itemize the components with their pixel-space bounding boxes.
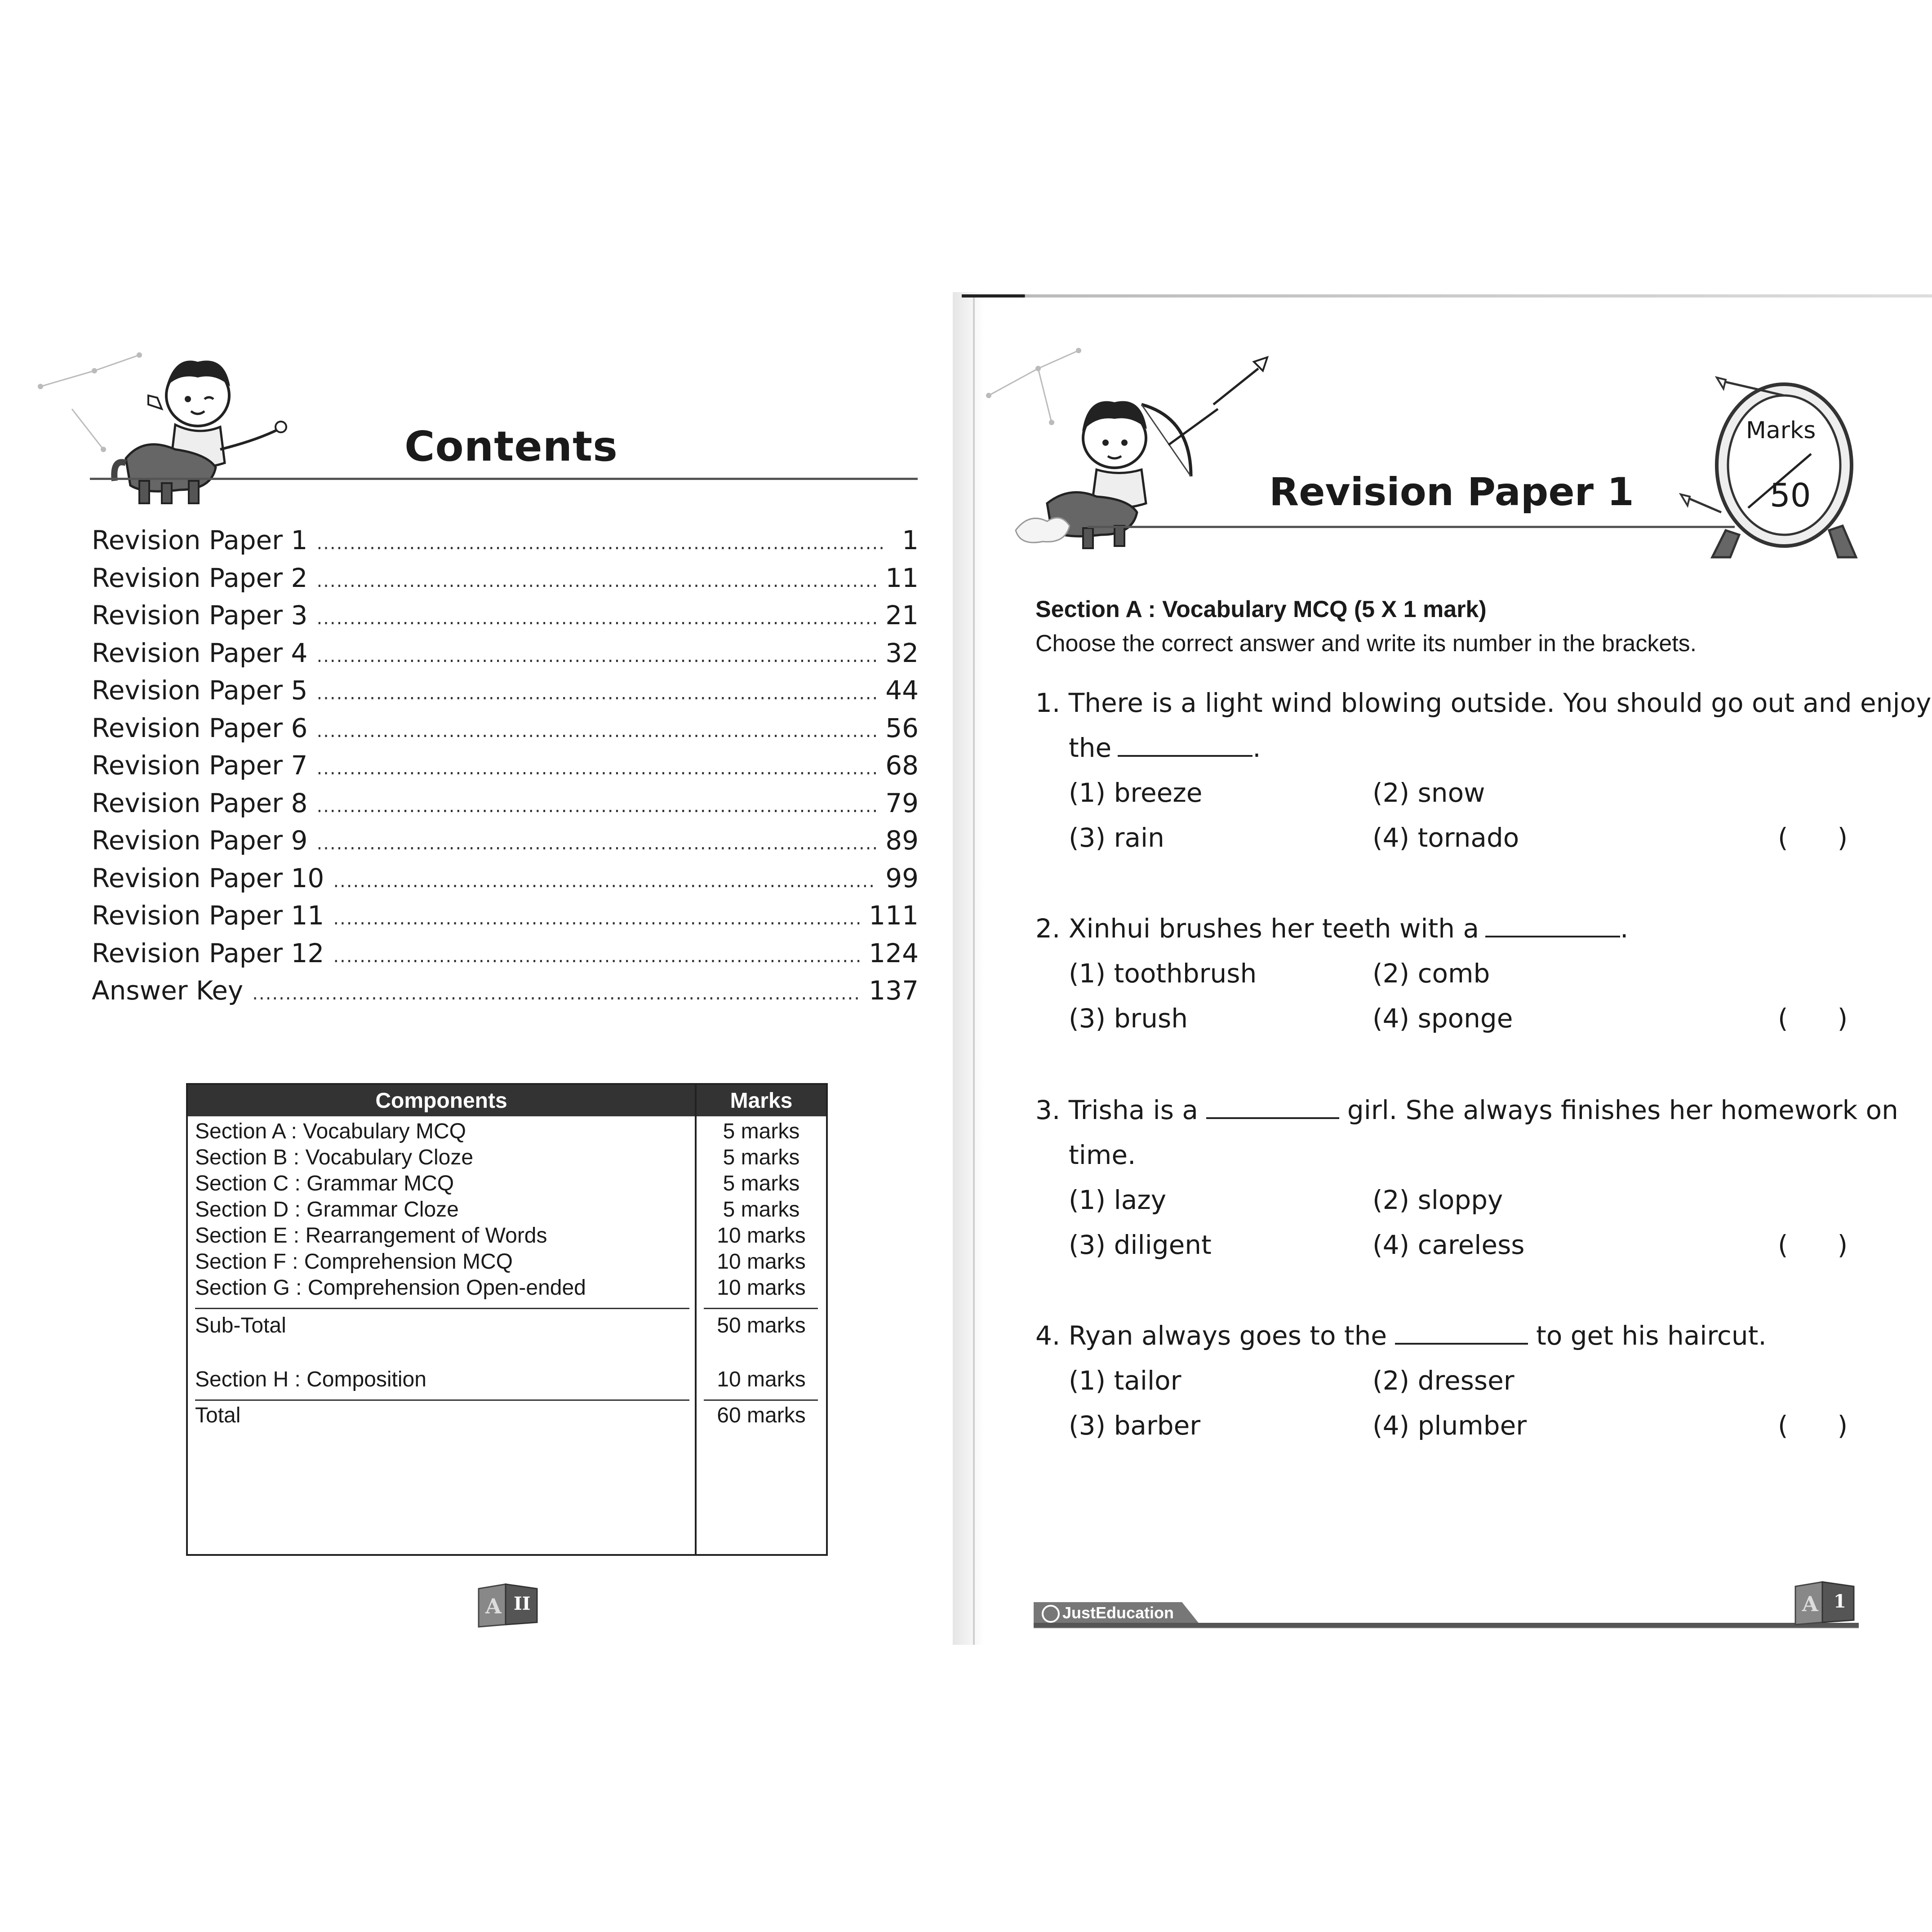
toc-page: 68: [885, 750, 919, 781]
table-row: [188, 1171, 826, 1197]
toc-label: Revision Paper 5: [92, 675, 308, 706]
option[interactable]: (1) toothbrush: [1069, 958, 1257, 989]
toc-leader: [316, 646, 876, 666]
question-text-line2: [1069, 733, 1261, 763]
answer-bracket[interactable]: [1778, 822, 1848, 853]
option[interactable]: (1) breeze: [1069, 777, 1203, 808]
answer-bracket[interactable]: [1778, 1410, 1848, 1441]
bracket-open: (: [1778, 1230, 1788, 1260]
question-text: 2. Xinhui brushes her teeth with a: [1035, 913, 1479, 944]
table-rule: [704, 1399, 818, 1401]
toc-label: Answer Key: [92, 975, 244, 1006]
option[interactable]: (2) sloppy: [1372, 1185, 1503, 1215]
table-row: [188, 1119, 826, 1145]
page-top-edge: [962, 294, 1932, 298]
bracket-open: (: [1778, 822, 1788, 853]
toc-leader: [333, 908, 860, 929]
svg-text:A: A: [1802, 1592, 1818, 1616]
table-row: [188, 1223, 826, 1249]
option[interactable]: (3) barber: [1069, 1410, 1201, 1441]
marks-cell: 10 marks: [717, 1224, 806, 1248]
option[interactable]: (4) tornado: [1372, 822, 1519, 853]
question-text: to get his haircut.: [1536, 1320, 1767, 1351]
option[interactable]: (2) snow: [1372, 777, 1485, 808]
option[interactable]: (4) plumber: [1372, 1410, 1527, 1441]
total-marks: 60 marks: [717, 1403, 806, 1427]
question-text-line1: [1035, 913, 1628, 944]
table-header: [188, 1085, 826, 1116]
total-row: [188, 1403, 826, 1429]
option[interactable]: (1) tailor: [1069, 1365, 1181, 1396]
marks-cell: 5 marks: [723, 1146, 800, 1169]
toc-page: 21: [885, 600, 919, 631]
toc-label: Revision Paper 3: [92, 600, 308, 631]
toc-leader: [252, 983, 860, 1004]
toc-page: 111: [869, 900, 919, 931]
page-number-cube: [1791, 1577, 1858, 1629]
centaur-mascot-illustration: [27, 346, 315, 508]
toc-leader: [316, 683, 876, 704]
toc-page: 11: [885, 562, 919, 593]
toc-leader: [333, 871, 876, 892]
component-cell: Section D : Grammar Cloze: [195, 1198, 459, 1221]
publisher-logo: [1042, 1603, 1174, 1623]
toc-row[interactable]: [92, 863, 919, 901]
table-rule: [195, 1399, 689, 1401]
toc-leader: [333, 946, 860, 967]
answer-bracket[interactable]: [1778, 1230, 1848, 1260]
section-heading: Section A : Vocabulary MCQ (5 X 1 mark): [1035, 596, 1487, 622]
option[interactable]: (4) careless: [1372, 1230, 1525, 1260]
toc-row[interactable]: [92, 750, 919, 788]
marks-cell: 5 marks: [723, 1119, 800, 1143]
table-of-contents: [92, 525, 919, 1013]
page-number: 1: [1834, 1591, 1846, 1612]
toc-leader: [316, 758, 876, 779]
contents-title: Contents: [404, 422, 618, 471]
marks-cell: 10 marks: [717, 1250, 806, 1274]
composition-row: [188, 1367, 826, 1393]
toc-page: 99: [885, 862, 919, 893]
toc-row[interactable]: [92, 975, 919, 1013]
toc-page: 44: [885, 675, 919, 706]
table-row: [188, 1145, 826, 1171]
toc-leader: [316, 796, 876, 817]
table-row: [188, 1275, 826, 1301]
option[interactable]: (3) rain: [1069, 822, 1164, 853]
toc-label: Revision Paper 10: [92, 862, 324, 893]
component-cell: Section B : Vocabulary Cloze: [195, 1146, 474, 1169]
option[interactable]: (3) diligent: [1069, 1230, 1212, 1260]
target-shield-icon: [1672, 369, 1865, 575]
marks-cell: 5 marks: [723, 1198, 800, 1221]
question-text: .: [1620, 913, 1629, 944]
logo-text: JustEducation: [1062, 1603, 1174, 1622]
header-components: Components: [375, 1089, 507, 1113]
logo-icon: [1042, 1605, 1060, 1623]
spine-line: [973, 297, 975, 1645]
option[interactable]: (4) sponge: [1372, 1003, 1513, 1034]
toc-row[interactable]: [92, 713, 919, 751]
subtotal-label: Sub-Total: [195, 1314, 286, 1337]
toc-page: 32: [885, 637, 919, 668]
svg-text:A: A: [485, 1594, 502, 1618]
answer-bracket[interactable]: [1778, 1003, 1848, 1034]
bracket-close: ): [1837, 1410, 1848, 1441]
toc-row[interactable]: [92, 600, 919, 638]
marks-cell: 5 marks: [723, 1172, 800, 1195]
block-cube-icon: [474, 1580, 542, 1629]
marks-badge: [1672, 369, 1865, 575]
bracket-close: ): [1837, 822, 1848, 853]
question-text: .: [1252, 733, 1261, 763]
question-text-line1: [1035, 1320, 1767, 1351]
toc-leader: [316, 571, 876, 591]
option[interactable]: (3) brush: [1069, 1003, 1188, 1034]
answer-blank: [1485, 931, 1620, 937]
composition-label: Section H : Composition: [195, 1368, 426, 1391]
toc-label: Revision Paper 1: [92, 525, 308, 555]
toc-label: Revision Paper 2: [92, 562, 308, 593]
block-cube-icon: [1791, 1577, 1858, 1627]
title-rule: [90, 478, 918, 480]
composition-marks: 10 marks: [717, 1368, 806, 1391]
bracket-close: ): [1837, 1230, 1848, 1260]
bracket-open: (: [1778, 1410, 1788, 1441]
toc-label: Revision Paper 9: [92, 825, 308, 856]
table-rule: [704, 1308, 818, 1309]
toc-row[interactable]: [92, 525, 919, 563]
table-rule: [195, 1308, 689, 1309]
toc-row[interactable]: [92, 675, 919, 713]
question-text: girl. She always finishes her homework on: [1347, 1095, 1898, 1125]
toc-row[interactable]: [92, 938, 919, 976]
section-instruction: Choose the correct answer and write its number in the brackets.: [1035, 631, 1697, 657]
question-text: 3. Trisha is a: [1035, 1095, 1198, 1125]
table-row: [188, 1249, 826, 1275]
toc-leader: [316, 721, 876, 742]
answer-blank: [1118, 751, 1252, 757]
toc-page: 89: [885, 825, 919, 856]
toc-row[interactable]: [92, 825, 919, 863]
header-marks: Marks: [730, 1089, 793, 1113]
toc-label: Revision Paper 7: [92, 750, 308, 781]
toc-label: Revision Paper 11: [92, 900, 324, 931]
component-cell: Section F : Comprehension MCQ: [195, 1250, 513, 1274]
question-text-line1: [1035, 1095, 1898, 1125]
toc-page: 79: [885, 787, 919, 818]
toc-row[interactable]: [92, 638, 919, 675]
subtotal-row: [188, 1313, 826, 1339]
answer-blank: [1395, 1338, 1528, 1345]
component-cell: Section E : Rearrangement of Words: [195, 1224, 547, 1248]
toc-label: Revision Paper 6: [92, 712, 308, 743]
marks-cell: 10 marks: [717, 1276, 806, 1300]
toc-page: 137: [869, 975, 919, 1006]
question-text: the: [1069, 733, 1112, 763]
subtotal-marks: 50 marks: [717, 1314, 806, 1337]
component-cell: Section G : Comprehension Open-ended: [195, 1276, 586, 1300]
marks-total: 50: [1770, 476, 1811, 514]
component-cell: Section C : Grammar MCQ: [195, 1172, 454, 1195]
toc-row[interactable]: [92, 900, 919, 938]
bracket-close: ): [1837, 1003, 1848, 1034]
title-rule: [1088, 526, 1735, 528]
paper-title: Revision Paper 1: [1269, 470, 1634, 515]
page-number-cube: [474, 1580, 542, 1631]
toc-row[interactable]: [92, 563, 919, 600]
page-number: II: [514, 1593, 531, 1614]
marks-label: Marks: [1746, 417, 1816, 444]
question-text: 1. There is a light wind blowing outside. You should go out and enjoy: [1035, 688, 1932, 718]
marks-table: [186, 1083, 828, 1556]
bracket-open: (: [1778, 1003, 1788, 1034]
option[interactable]: (2) comb: [1372, 958, 1490, 989]
toc-leader: [316, 608, 876, 629]
toc-leader: [316, 533, 883, 554]
toc-row[interactable]: [92, 788, 919, 826]
answer-blank: [1206, 1113, 1339, 1119]
toc-label: Revision Paper 4: [92, 637, 308, 668]
component-cell: Section A : Vocabulary MCQ: [195, 1119, 466, 1143]
toc-label: Revision Paper 8: [92, 787, 308, 818]
centaur-archer-illustration: [980, 342, 1285, 557]
question-text: time.: [1069, 1140, 1136, 1170]
toc-label: Revision Paper 12: [92, 937, 324, 968]
toc-leader: [316, 833, 876, 854]
question-text: 4. Ryan always goes to the: [1035, 1320, 1387, 1351]
toc-page: 1: [902, 525, 919, 555]
total-label: Total: [195, 1403, 241, 1427]
toc-page: 56: [885, 712, 919, 743]
option[interactable]: (1) lazy: [1069, 1185, 1167, 1215]
table-row: [188, 1197, 826, 1223]
option[interactable]: (2) dresser: [1372, 1365, 1515, 1396]
toc-page: 124: [869, 937, 919, 968]
